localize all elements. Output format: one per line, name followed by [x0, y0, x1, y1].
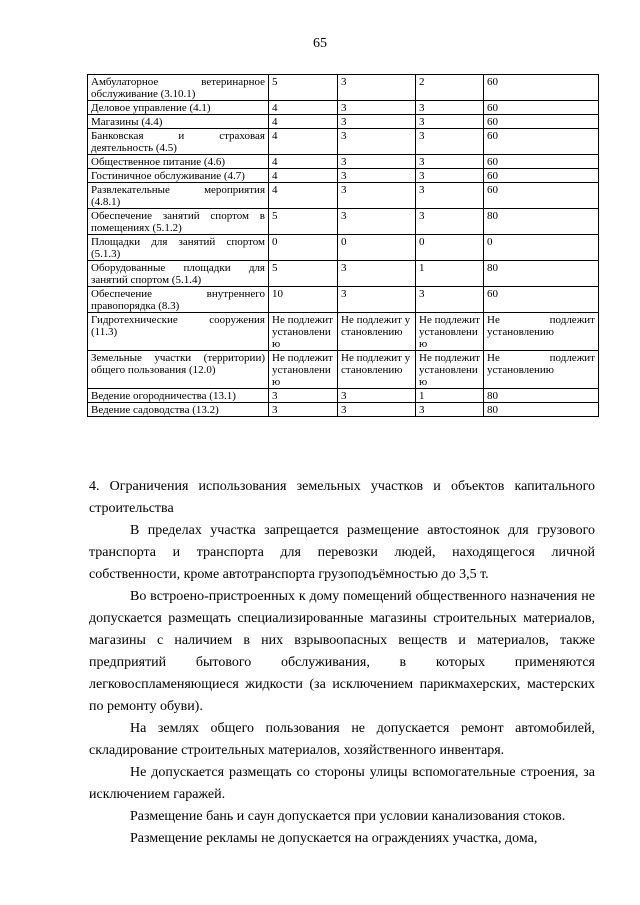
table-cell-name: Банковская и страховая деятельность (4.5) [88, 129, 269, 155]
table-cell-value: 3 [338, 169, 416, 183]
table-row [88, 155, 599, 169]
table-cell-value: Не подлежит установлению [338, 351, 416, 389]
table-cell-value: Не подлежит установлению [338, 313, 416, 351]
table-cell-value: 4 [269, 129, 338, 155]
table-cell-value: 60 [484, 129, 599, 155]
table-cell-value: 4 [269, 155, 338, 169]
table-cell-name: Гидротехнические сооружения (11.3) [88, 313, 269, 351]
paragraph: Размещение бань и саун допускается при условии канализования стоков. [130, 809, 566, 824]
table-cell-name: Обеспечение занятий спортом в помещениях (5.1.2) [88, 209, 269, 235]
table-cell-value: 60 [484, 155, 599, 169]
table-cell-value: 0 [338, 235, 416, 261]
table-cell-value: 3 [269, 403, 338, 417]
table-cell-value: Не подлежит установлению [269, 313, 338, 351]
table-cell-value: 3 [416, 155, 484, 169]
table-cell-value: 3 [338, 389, 416, 403]
table-cell-value: 60 [484, 75, 599, 101]
table-cell-name: Гостиничное обслуживание (4.7) [88, 169, 269, 183]
table-cell-value: 80 [484, 261, 599, 287]
table-row [88, 101, 599, 115]
table-cell-value: 3 [338, 209, 416, 235]
table-cell-value: Не подлежит установлению [416, 351, 484, 389]
table-cell-value: 3 [416, 403, 484, 417]
table-cell-value: 60 [484, 183, 599, 209]
table-row [88, 313, 599, 351]
table-row [88, 389, 599, 403]
table-cell-value: 60 [484, 101, 599, 115]
table-cell-value: 0 [484, 235, 599, 261]
table-cell-value: 3 [416, 115, 484, 129]
document-text [89, 476, 595, 850]
table-cell-value: 3 [416, 129, 484, 155]
table-cell-name: Ведение садоводства (13.2) [88, 403, 269, 417]
table-cell-value: 80 [484, 403, 599, 417]
table-cell-value: 3 [416, 183, 484, 209]
table-cell-name: Оборудованные площадки для занятий спортом (5.1.4) [88, 261, 269, 287]
table-cell-value: 10 [269, 287, 338, 313]
table-cell-value: 3 [416, 169, 484, 183]
table-cell-name: Ведение огородничества (13.1) [88, 389, 269, 403]
table-cell-name: Обеспечение внутреннего правопорядка (8.3) [88, 287, 269, 313]
table-cell-value: 2 [416, 75, 484, 101]
table-cell-value: 80 [484, 209, 599, 235]
table-cell-value: 80 [484, 389, 599, 403]
table-cell-value: 1 [416, 261, 484, 287]
table-cell-value: 3 [338, 287, 416, 313]
page-number: 65 [313, 36, 327, 51]
table-cell-name: Деловое управление (4.1) [88, 101, 269, 115]
paragraph: Во встроено-пристроенных к дому помещений общественного назначения не допускается размещать специализированные магазины строительных материалов, магазины с наличием в них взрывоопасных веществ и материалов, также предприятий бытового обслуживания, в которых применяются легковоспламеняющиеся жидкости (за исключением парикмахерских, мастерских по ремонту обуви). [89, 589, 595, 714]
table-cell-value: 5 [269, 75, 338, 101]
table-cell-value: 60 [484, 115, 599, 129]
table-cell-value: 3 [269, 389, 338, 403]
table-row [88, 75, 599, 101]
table-row [88, 287, 599, 313]
paragraph: Не допускается размещать со стороны улицы вспомогательные строения, за исключением гаражей. [89, 765, 595, 802]
table-cell-value: 4 [269, 183, 338, 209]
table-row [88, 129, 599, 155]
section-heading: 4. Ограничения использования земельных участков и объектов капитального строительства [89, 479, 595, 516]
table-cell-name: Магазины (4.4) [88, 115, 269, 129]
table-row [88, 235, 599, 261]
table-row [88, 209, 599, 235]
table-row [88, 183, 599, 209]
table-cell-value: 3 [338, 155, 416, 169]
table-cell-value: 3 [338, 129, 416, 155]
table-cell-value: 4 [269, 169, 338, 183]
table-row [88, 261, 599, 287]
table-cell-value: 3 [416, 209, 484, 235]
table-cell-value: Не подлежит установлению [416, 313, 484, 351]
parameters-table [87, 74, 599, 417]
table-cell-value: 3 [338, 403, 416, 417]
table-row [88, 351, 599, 389]
paragraph: В пределах участка запрещается размещение автостоянок для грузового транспорта и транспорта для перевозки людей, находящегося личной собственности, кроме автотранспорта грузоподъёмностью до 3,5 т. [89, 523, 595, 582]
table-cell-value: 5 [269, 261, 338, 287]
table-cell-value: 3 [338, 75, 416, 101]
table-cell-value: 3 [338, 101, 416, 115]
paragraph: На землях общего пользования не допускается ремонт автомобилей, складирование строительных материалов, хозяйственного инвентаря. [89, 721, 595, 758]
table-cell-value: 3 [338, 115, 416, 129]
table-cell-value: Не подлежит установлению [484, 313, 599, 351]
paragraph: Размещение рекламы не допускается на ограждениях участка, дома, [130, 831, 538, 846]
table-cell-value: 0 [269, 235, 338, 261]
table-cell-value: Не подлежит установлению [484, 351, 599, 389]
table-cell-value: 5 [269, 209, 338, 235]
table-cell-value: 4 [269, 115, 338, 129]
table-row [88, 169, 599, 183]
table-row [88, 115, 599, 129]
table-cell-value: 60 [484, 169, 599, 183]
table-cell-value: 3 [416, 287, 484, 313]
table-body [88, 75, 599, 417]
table-cell-value: 3 [338, 261, 416, 287]
table-cell-name: Общественное питание (4.6) [88, 155, 269, 169]
table-cell-name: Развлекательные мероприятия (4.8.1) [88, 183, 269, 209]
table-cell-value: 3 [416, 101, 484, 115]
table-cell-value: 4 [269, 101, 338, 115]
table-cell-name: Земельные участки (территории) общего пользования (12.0) [88, 351, 269, 389]
table-cell-value: Не подлежит установлению [269, 351, 338, 389]
table-cell-value: 0 [416, 235, 484, 261]
table-cell-name: Амбулаторное ветеринарное обслуживание (3.10.1) [88, 75, 269, 101]
table-row [88, 403, 599, 417]
table-cell-value: 1 [416, 389, 484, 403]
table-cell-value: 3 [338, 183, 416, 209]
table-cell-name: Площадки для занятий спортом (5.1.3) [88, 235, 269, 261]
table-cell-value: 60 [484, 287, 599, 313]
